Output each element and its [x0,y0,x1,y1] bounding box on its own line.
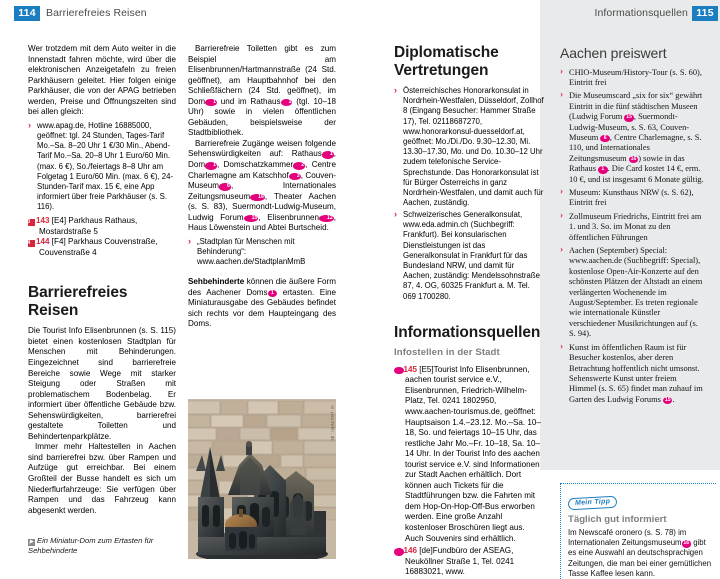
poi-number: 146 [403,546,418,556]
list-item [560,91,706,185]
list-item: › „Stadtplan für Menschen mit Behinderung“: www.aachen.de/StadtplanMmB [188,237,336,268]
list-item: › www.apag.de, Hotline 16885000, geöffnet: tgl. 24 Stunden, Tages-Tarif Mo.–Sa. 8–20 Uhr 1 €/30 Min., Abend-Tarif Mo.–Sa. 20–8 Uhr 1 Euro/60 Min. (max. 6 €), So./feiertags 8–8 Uhr am Folgetag 1 Euro/60 Min. (max. 6 €), 24-Stunden-Tarif max. 15 €, eine App informiert über freie Parkhäuser (s. S. 116). [28,121,176,213]
col3-diplomatic-list [394,86,544,302]
col2-p2-g: , Theater Aachen (s. S. 83), Suermondt-Ludwig-Museum, Ludwig Forum [188,191,336,222]
col2-p2-i: , Haus Löwenstein und Abtei Burtscheid. [188,212,336,233]
col2-paragraph-3 [188,277,336,330]
list-item-text: , Centre Charlemagne, s. S. 110, und Internationales Zeitungsmuseum [569,132,702,163]
map-marker-1-icon: 1 [281,99,293,107]
list-item [560,343,706,405]
col2-p2-b: , Dom [188,149,336,170]
map-marker-6-icon: 6 [600,135,610,143]
map-marker-3-icon: 3 [289,173,301,181]
poi-text: Parkhaus Couvenstraße, Couvenstraße 4 [39,237,158,257]
poi-text: Parkhaus Rathaus, Mostardstraße 5 [39,216,138,236]
running-head [0,0,720,26]
map-marker-1-icon: 1 [598,166,608,174]
map-marker-15-icon: 15 [626,114,633,121]
tip-body-b: gibt es eine Auswahl an deutschsprachigen Zeitungen, die man bei einer gemütlichen Tasse Kaffee lesen kann. [568,538,712,578]
map-marker-6-icon: 6 [219,183,231,191]
col2-paragraph-1 [188,44,336,139]
col2-p1-c: (tgl. 10–18 Uhr) sowie in vielen öffentlichen Gebäuden, beispielsweise der Stadtbibliothek. [188,96,337,138]
col2-p2-d: , Centre Charlemagne am Katschhof [188,160,336,180]
list-item [560,246,706,340]
caption-marker-icon: ▶ [29,539,34,545]
photo-miniature-cathedral [188,399,336,559]
folio-right: 115 [692,6,718,21]
map-marker-1-icon: 1 [268,290,278,298]
tip-body-a: Im Newscafé oronero (s. S. 78) im Internationalen Zeitungsmuseum [568,528,687,548]
poi-grid-ref: [E5] [419,364,434,374]
map-marker-dot-icon [394,548,404,556]
poi-number: 144 [36,237,50,247]
section-heading-informationsquellen: Informationsquellen [394,323,541,341]
column-two [188,44,336,330]
list-item [560,68,706,89]
poi-number: 145 [403,364,418,374]
col2-paragraph-2 [188,139,336,234]
map-marker-1-icon: 1 [205,162,217,170]
sidebar-list [560,68,706,406]
poi-grid-ref: [E4] [51,216,67,226]
list-item [560,212,706,243]
col2-p3-lead: Sehbehinderte [188,276,245,286]
col1-paragraph-1: Wer trotzdem mit dem Auto weiter in die Innenstadt fahren möchte, wird über die elektronischen Anzeigetafeln zu freien Parkhäusern geleitet. Hier folgen einige Parkhäuser, die von der APAG betrieben werden, Preise und Öffnungszeiten sind bei allen gleich: [28,44,176,117]
section-heading-barrierefreies-reisen: Barrierefreies Reisen [28,284,128,319]
poi-grid-ref: [de] [419,546,433,556]
folio-left: 114 [14,6,40,21]
map-marker-16-icon: 16 [630,155,637,162]
map-marker-16-icon: 16 [683,540,690,547]
poi-text: Fundbüro der ASEAG, Neuköllner Straße 1, Tel. 0241 16883021, www. [405,546,515,577]
map-marker-circle-icon: i [394,367,404,375]
column-one [21,44,176,516]
map-marker-square-icon: 143 [28,219,35,226]
col2-p3-c: ertasten. Eine Miniaturausgabe des Gebäudes befindet sich rechts vor dem Haupteingang des Doms. [188,287,336,329]
list-item-text: Museum: Kunsthaus NRW (s. S. 62), Eintritt frei [569,188,694,208]
poi-number: 143 [36,216,50,226]
col2-bullet-list [188,237,336,268]
col2-p1-a: Barrierefreie Toiletten gibt es zum Beispiel am Elisenbrunnen/Hartmannstraße (24 Std. geöffnet), am Hauptbahnhof bei den Schließfächern (24 Std. geöffnet), im Dom [188,44,336,106]
list-item-text: CHIO-Museum/History-Tour (s. S. 60), Eintritt frei [569,67,702,87]
map-marker-2-icon: 2 [293,162,305,170]
running-head-left-title: Barrierefreies Reisen [46,7,147,19]
poi-grid-ref: [F4] [51,237,66,247]
list-item-text: , Suermondt-Ludwig-Museum, s. S. 63, Couven-Museum [569,112,690,142]
tip-box [560,483,716,579]
poi-entry-146 [394,546,544,578]
photo-credit: © Lisa Fehn : ds [330,405,335,441]
photo-caption [28,536,178,556]
sidebar-aachen-preiswert [560,45,706,408]
map-marker-15-icon: 15 [244,215,259,223]
col1-paragraph-2: Die Tourist Info Elisenbrunnen (s. S. 115) bietet einen kostenlosen Stadtplan für Menschen mit Behinderungen. Eingezeichnet sind barrierefreie Bereiche sowie Wege mit starker Steigung oder Straßen mit problematischem Bodenbelag. Er informiert über öffentliche Gebäude bzw. Sehenswürdigkeiten, barrierefrei gestaltete Toiletten und Behindertenparkplätze. [28,326,176,441]
list-item: › Schweizerisches Generalkonsulat, www.eda.admin.ch (Suchbegriff: Frankfurt). Bei konsularischen Dienstleistungen ist das Generalkonsulat in Frankfurt für das Bundesland NRW, und damit für Aachen, zuständig: Mendelssohnstraße 87, 4. OG, 60325 Frankfurt a. M. Tel. 069 1700280. [394,210,544,302]
map-marker-15-icon: 15 [664,396,671,403]
miniature-cathedral-model-graphic [192,441,332,559]
poi-entry-145 [394,365,544,544]
list-item-text: Zollmuseum Friedrichs, Eintritt frei am 1. und 3. So. im Monat zu den öffentlichen Führungen [569,211,702,242]
section-heading-diplomatische-vertretungen: Diplomatische Vertretungen [394,44,499,79]
list-item-text: Kunst im öffentlichen Raum ist für Besucher kostenlos, aber deren Betrachtung hoffentlich nicht umsonst. Sehenswerte Kunst unter freiem Himmel (s. S. 65) findet man zuhauf im Garten des Ludwig Forums [569,342,703,404]
col2-p2-e: , Couven-Museum [188,170,337,191]
subheading-infostellen: Infostellen in der Stadt [394,347,500,359]
poi-entry-144 [21,237,176,258]
poi-text: Tourist Info Elisenbrunnen, aachen tourist service e.V., Elisenbrunnen, Friedrich-Wilhelm-Platz, Tel. 0241 1802950, www.aachen-tourismus.de, geöffnet: Hauptsaison 1.4.–23.12. Mo.–Sa. 10–18, So. und feiertags 10–15 Uhr, das restliche Jahr Mo.–Fr. 10–18, Sa. 10–14 Uhr. In der Tourist Info des aachen tourist service e.V. sind Informationen zur Stadt Aachen erhältlich. Dort können auch Tickets für die Stadtführungen bzw. die Fahrten mit dem Hop-On-Hop-Off-Bus erworben werden. Eine große Anzahl kostenloser Broschüren liegt aus. Auch Souvenirs sind erhältlich. [405,364,541,543]
list-item: › Österreichisches Honorarkonsulat in Nordrhein-Westfalen, Düsseldorf, Zollhof 8 (Eingang Besucher: Hammer Straße 17), Tel. 02118687270, www.honorarkonsul-duesseldorf.at, geöffnet: Mo./Di./Do. 9.30–12.30, Mi. 13.30–17.30, Mo. und Do. 10.30–12 Uhr zudem telefonische Service-Sprechstunde. Das Honorarkonsulat ist für Bürger Österreichs in ganz Nordrhein-Westfalen, und damit auch für Aachen, zuständig. [394,86,544,208]
poi-entry-143 [21,216,176,237]
tip-heading: Täglich gut informiert [568,514,667,525]
tip-stamp-badge: Mein Tipp [568,496,618,510]
col2-p2-f: , Internationales Zeitungsmuseum [188,181,336,201]
sidebar-heading: Aachen preiswert [560,45,667,61]
map-marker-square-icon: 144 [28,240,35,247]
map-marker-1-icon: 1 [322,151,334,159]
col1-paragraph-3: Immer mehr Haltestellen in Aachen sind barrierefrei bzw. über Rampen und Aufzüge gut erreichbar. Bei einem Großteil der Busse handelt es sich um Niederflurfahrzeuge: Sie verfügen über Rampen und das Fahrzeug kann abgesenkt werden. [28,442,176,515]
list-item-text: . [672,394,675,404]
col2-p2-c: , Domschatzkammer [216,160,294,170]
list-item [560,188,706,209]
running-head-right-title: Informationsquellen [594,7,688,19]
list-item-text: Aachen (September) Special: www.aachen.de (Suchbegriff: Special), kostenlose Open-Air-Konzerte auf den schönsten Plätzen der Altstadt an einem verlängerten Wochenende im August/September. Es treten regionale wie internationale Künstler verschiedener Musikrichtungen auf (s. S. 94). [569,246,703,339]
column-three [394,44,544,578]
col2-p3-b: können die äußere Form des Aachener Doms [188,276,336,297]
list-item-text: Die Museumscard „six for six“ gewährt Eintritt in die fünf städtischen Museen (Ludwig Forum [569,91,703,122]
col1-bullet-list [28,121,176,213]
caption-text: Ein Miniatur-Dom zum Ertasten für Sehbehinderte [28,536,154,555]
col2-p1-b: und im Rathaus [220,96,281,106]
list-item-text: ) sowie in das Rathaus [569,153,685,174]
map-marker-1-icon: 1 [205,99,217,107]
col2-p2-a: Barrierefreie Zugänge weisen folgende Sehenswürdigkeiten auf: Rathaus [188,138,336,159]
map-marker-12-icon: 12 [319,215,334,223]
tip-body [568,528,716,579]
map-marker-16-icon: 16 [250,194,265,202]
list-item-text: . Die Card kostet 14 €, erm. 10 €, und ist insgesamt 6 Monate gültig. [569,164,704,184]
col2-p2-h: , Elisenbrunnen [258,212,319,222]
